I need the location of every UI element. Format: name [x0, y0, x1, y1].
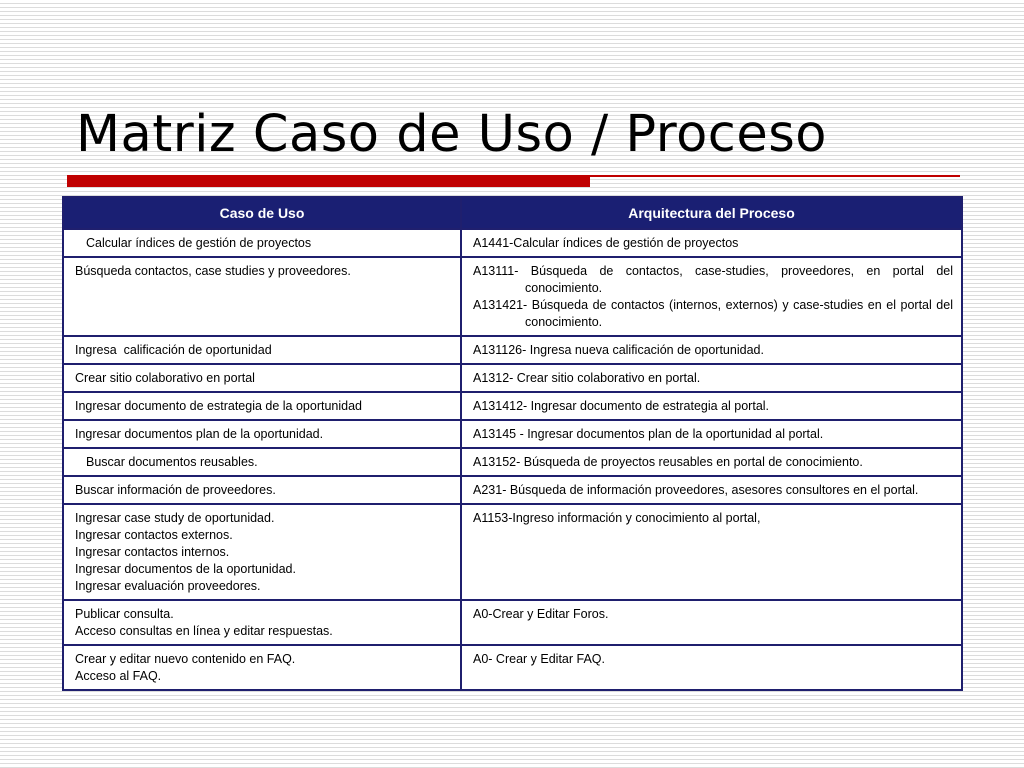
title-underline-bar: [67, 175, 590, 187]
table-row: [63, 336, 962, 364]
caso-cell: [63, 364, 461, 392]
caso-cell: [63, 336, 461, 364]
slide-title: Matriz Caso de Uso / Proceso: [76, 105, 827, 164]
arquitectura-entry: A1312- Crear sitio colaborativo en portal.: [473, 371, 701, 385]
arquitectura-entry: A131412- Ingresar documento de estrategia al portal.: [473, 399, 770, 413]
arquitectura-cell: [461, 336, 962, 364]
table-row: [63, 448, 962, 476]
caso-cell: [63, 257, 461, 336]
caso-cell: [63, 600, 461, 645]
arquitectura-entry: A13152- Búsqueda de proyectos reusables en portal de conocimiento.: [473, 455, 863, 469]
arquitectura-cell: [461, 364, 962, 392]
arquitectura-cell: [461, 257, 962, 336]
use-case-process-matrix: [62, 196, 963, 691]
table-row: [63, 504, 962, 600]
caso-line: Calcular índices de gestión de proyectos: [86, 236, 312, 250]
arquitectura-cell: [461, 476, 962, 504]
title-underline-thin: [590, 175, 960, 177]
arquitectura-cell: [461, 504, 962, 600]
caso-cell: [63, 645, 461, 690]
caso-cell: [63, 504, 461, 600]
header-caso-de-uso: Caso de Uso: [63, 197, 461, 229]
arquitectura-entry: A1153-Ingreso información y conocimiento al portal,: [473, 511, 761, 525]
table-row: [63, 364, 962, 392]
caso-line: Búsqueda contactos, case studies y proveedores.: [75, 264, 351, 278]
arquitectura-entry: A13111- Búsqueda de contactos, case-studies, proveedores, en portal del conocimiento.: [473, 264, 953, 295]
arquitectura-cell: [461, 600, 962, 645]
table-row: [63, 600, 962, 645]
arquitectura-cell: [461, 392, 962, 420]
caso-cell: [63, 420, 461, 448]
caso-line: Acceso al FAQ.: [75, 669, 162, 683]
arquitectura-entry: A231- Búsqueda de información proveedores, asesores consultores en el portal.: [473, 483, 919, 497]
arquitectura-entry: A13145 - Ingresar documentos plan de la oportunidad al portal.: [473, 427, 824, 441]
caso-cell: [63, 448, 461, 476]
arquitectura-entry: A0- Crear y Editar FAQ.: [473, 652, 605, 666]
caso-line: Buscar documentos reusables.: [86, 455, 258, 469]
arquitectura-entry: A131126- Ingresa nueva calificación de oportunidad.: [473, 343, 764, 357]
caso-line: Crear sitio colaborativo en portal: [75, 371, 255, 385]
caso-line: Acceso consultas en línea y editar respuestas.: [75, 624, 333, 638]
table-row: [63, 645, 962, 690]
header-arquitectura: Arquitectura del Proceso: [461, 197, 962, 229]
caso-line: Ingresa calificación de oportunidad: [75, 343, 272, 357]
table-row: [63, 229, 962, 257]
caso-line: Buscar información de proveedores.: [75, 483, 276, 497]
caso-line: Ingresar evaluación proveedores.: [75, 579, 261, 593]
arquitectura-entry: A0-Crear y Editar Foros.: [473, 607, 609, 621]
arquitectura-cell: [461, 448, 962, 476]
arquitectura-cell: [461, 420, 962, 448]
arquitectura-cell: [461, 229, 962, 257]
caso-line: Ingresar documentos plan de la oportunidad.: [75, 427, 324, 441]
caso-cell: [63, 229, 461, 257]
table-row: [63, 476, 962, 504]
caso-line: Publicar consulta.: [75, 607, 174, 621]
caso-cell: [63, 476, 461, 504]
table-row: [63, 392, 962, 420]
caso-cell: [63, 392, 461, 420]
caso-line: Ingresar contactos internos.: [75, 545, 230, 559]
table-row: [63, 257, 962, 336]
caso-line: Ingresar case study de oportunidad.: [75, 511, 275, 525]
arquitectura-entry: A131421- Búsqueda de contactos (internos, externos) y case-studies en el portal del conocimiento.: [473, 298, 953, 329]
arquitectura-entry: A1441-Calcular índices de gestión de proyectos: [473, 236, 739, 250]
table-row: [63, 420, 962, 448]
arquitectura-cell: [461, 645, 962, 690]
caso-line: Ingresar contactos externos.: [75, 528, 233, 542]
caso-line: Crear y editar nuevo contenido en FAQ.: [75, 652, 296, 666]
caso-line: Ingresar documento de estrategia de la oportunidad: [75, 399, 362, 413]
header-row: [63, 197, 962, 229]
caso-line: Ingresar documentos de la oportunidad.: [75, 562, 296, 576]
